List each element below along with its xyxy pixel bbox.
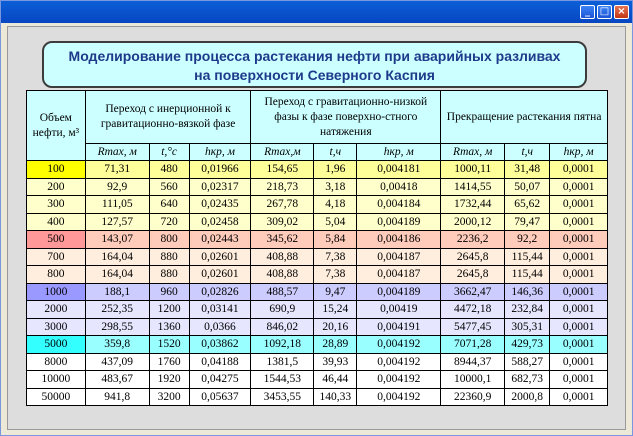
- table-row: [27, 248, 608, 266]
- table-cell: 0,0001: [550, 178, 608, 196]
- subheader-hkr: hкр, м: [550, 144, 608, 161]
- table-cell: 1920: [149, 371, 189, 389]
- table-cell: 8944,37: [441, 353, 505, 371]
- table-row: [27, 266, 608, 284]
- table-cell: 267,78: [251, 196, 314, 214]
- table-cell: 0,004191: [357, 318, 441, 336]
- table-cell: 0,0001: [550, 231, 608, 249]
- page-title: [42, 41, 587, 88]
- table-cell: 5,84: [314, 231, 357, 249]
- table-cell: 1360: [149, 318, 189, 336]
- volume-cell: 800: [27, 266, 86, 284]
- table-cell: 880: [149, 248, 189, 266]
- table-cell: 143,07: [85, 231, 149, 249]
- table-cell: 1000,11: [441, 161, 505, 179]
- subheader-hkr: hкр, м: [357, 144, 441, 161]
- table-cell: 588,27: [505, 353, 550, 371]
- table-row: [27, 231, 608, 249]
- table-cell: 359,8: [85, 336, 149, 354]
- table-cell: 0,004192: [357, 353, 441, 371]
- table-cell: 480: [149, 161, 189, 179]
- volume-cell: 2000: [27, 301, 86, 319]
- table-cell: 0,004192: [357, 371, 441, 389]
- table-cell: 10000,1: [441, 371, 505, 389]
- table-cell: 0,02826: [189, 283, 251, 301]
- table-cell: 4472,18: [441, 301, 505, 319]
- table-cell: 0,004189: [357, 283, 441, 301]
- title-bar: [1, 1, 632, 23]
- table-cell: 154,65: [251, 161, 314, 179]
- table-cell: 1732,44: [441, 196, 505, 214]
- table-cell: 50,07: [505, 178, 550, 196]
- table-cell: 0,004187: [357, 248, 441, 266]
- table-cell: 20,16: [314, 318, 357, 336]
- table-cell: 0,00419: [357, 301, 441, 319]
- subheader-rmax: Rmax,м: [251, 144, 314, 161]
- table-cell: 0,02435: [189, 196, 251, 214]
- table-row: [27, 161, 608, 179]
- table-cell: 79,47: [505, 213, 550, 231]
- table-cell: 1414,55: [441, 178, 505, 196]
- table-cell: 483,67: [85, 371, 149, 389]
- table-cell: 0,004186: [357, 231, 441, 249]
- table-cell: 0,03862: [189, 336, 251, 354]
- table-row: [27, 178, 608, 196]
- close-button[interactable]: ×: [614, 5, 629, 19]
- table-cell: 0,03141: [189, 301, 251, 319]
- volume-cell: 700: [27, 248, 86, 266]
- page-title-line-2: на поверхности Северного Каспия: [194, 67, 435, 83]
- table-cell: 345,62: [251, 231, 314, 249]
- volume-cell: 3000: [27, 318, 86, 336]
- volume-cell: 10000: [27, 371, 86, 389]
- maximize-button[interactable]: □: [597, 5, 612, 19]
- table-cell: 437,09: [85, 353, 149, 371]
- table-row: [27, 301, 608, 319]
- table-cell: 720: [149, 213, 189, 231]
- subheader-time: t,ч: [505, 144, 550, 161]
- subheader-hkr: hкр, м: [189, 144, 251, 161]
- table-cell: 0,0001: [550, 371, 608, 389]
- table-cell: 115,44: [505, 248, 550, 266]
- table-cell: 3,18: [314, 178, 357, 196]
- table-cell: 880: [149, 266, 189, 284]
- header-group-gravitational: Переход с гравитационно-низкой фазы к фазе поверхно-стного натяжения: [251, 91, 441, 144]
- table-cell: 3200: [149, 388, 189, 406]
- table-cell: 127,57: [85, 213, 149, 231]
- table-row: [27, 371, 608, 389]
- table-cell: 309,02: [251, 213, 314, 231]
- table-cell: 0,004184: [357, 196, 441, 214]
- table-cell: 0,0366: [189, 318, 251, 336]
- table-cell: 164,04: [85, 266, 149, 284]
- table-cell: 0,0001: [550, 266, 608, 284]
- table-cell: 0,0001: [550, 248, 608, 266]
- table-cell: 0,04275: [189, 371, 251, 389]
- table-cell: 0,02443: [189, 231, 251, 249]
- volume-cell: 200: [27, 178, 86, 196]
- table-body: [27, 161, 608, 406]
- table-cell: 31,48: [505, 161, 550, 179]
- results-table: [26, 90, 608, 406]
- table-cell: 140,33: [314, 388, 357, 406]
- table-cell: 28,89: [314, 336, 357, 354]
- table-cell: 429,73: [505, 336, 550, 354]
- table-cell: 111,05: [85, 196, 149, 214]
- table-cell: 0,02601: [189, 248, 251, 266]
- subheader-time: t,°c: [149, 144, 189, 161]
- table-cell: 22360,9: [441, 388, 505, 406]
- table-cell: 408,88: [251, 248, 314, 266]
- table-cell: 15,24: [314, 301, 357, 319]
- table-cell: 0,0001: [550, 388, 608, 406]
- volume-cell: 5000: [27, 336, 86, 354]
- table-cell: 0,01966: [189, 161, 251, 179]
- volume-cell: 500: [27, 231, 86, 249]
- table-cell: 0,04188: [189, 353, 251, 371]
- volume-cell: 1000: [27, 283, 86, 301]
- table-cell: 1,96: [314, 161, 357, 179]
- table-cell: 3453,55: [251, 388, 314, 406]
- table-row: [27, 283, 608, 301]
- subheader-rmax: Rmax, м: [85, 144, 149, 161]
- subheader-time: t,ч: [314, 144, 357, 161]
- table-cell: 7071,28: [441, 336, 505, 354]
- table-cell: 0,0001: [550, 283, 608, 301]
- table-cell: 4,18: [314, 196, 357, 214]
- minimize-button[interactable]: _: [580, 5, 595, 19]
- table-cell: 5477,45: [441, 318, 505, 336]
- table-row: [27, 196, 608, 214]
- table-cell: 0,004181: [357, 161, 441, 179]
- table-cell: 65,62: [505, 196, 550, 214]
- table-row: [27, 213, 608, 231]
- table-cell: 2645,8: [441, 248, 505, 266]
- header-group-stop: Прекращение растекания пятна: [441, 91, 608, 144]
- table-row: [27, 388, 608, 406]
- table-cell: 0,004192: [357, 388, 441, 406]
- table-cell: 0,02601: [189, 266, 251, 284]
- table-cell: 0,004189: [357, 213, 441, 231]
- table-cell: 0,0001: [550, 301, 608, 319]
- table-cell: 960: [149, 283, 189, 301]
- table-cell: 0,0001: [550, 196, 608, 214]
- table-cell: 682,73: [505, 371, 550, 389]
- volume-cell: 50000: [27, 388, 86, 406]
- table-cell: 0,02458: [189, 213, 251, 231]
- volume-cell: 400: [27, 213, 86, 231]
- header-volume: Объем нефти, м³: [27, 91, 86, 161]
- window-controls: [580, 5, 629, 19]
- volume-cell: 8000: [27, 353, 86, 371]
- table-cell: 0,02317: [189, 178, 251, 196]
- table-row: [27, 336, 608, 354]
- header-group-inertial: Переход с инерционной к гравитационно-вязкой фазе: [85, 91, 251, 144]
- table-cell: 690,9: [251, 301, 314, 319]
- table-cell: 1092,18: [251, 336, 314, 354]
- table-cell: 146,36: [505, 283, 550, 301]
- table-cell: 5,04: [314, 213, 357, 231]
- table-cell: 0,0001: [550, 318, 608, 336]
- table-cell: 71,31: [85, 161, 149, 179]
- table-cell: 1520: [149, 336, 189, 354]
- table-cell: 2000,8: [505, 388, 550, 406]
- table-cell: 0,0001: [550, 213, 608, 231]
- table-cell: 0,0001: [550, 336, 608, 354]
- table-cell: 560: [149, 178, 189, 196]
- table-cell: 0,004187: [357, 266, 441, 284]
- volume-cell: 300: [27, 196, 86, 214]
- table-cell: 164,04: [85, 248, 149, 266]
- table-cell: 800: [149, 231, 189, 249]
- table-cell: 115,44: [505, 266, 550, 284]
- table-cell: 252,35: [85, 301, 149, 319]
- table-cell: 0,00418: [357, 178, 441, 196]
- table-cell: 92,2: [505, 231, 550, 249]
- table-cell: 488,57: [251, 283, 314, 301]
- table-cell: 2000,12: [441, 213, 505, 231]
- table-cell: 941,8: [85, 388, 149, 406]
- table-cell: 92,9: [85, 178, 149, 196]
- volume-cell: 100: [27, 161, 86, 179]
- table-cell: 39,93: [314, 353, 357, 371]
- table-cell: 7,38: [314, 248, 357, 266]
- table-cell: 0,004192: [357, 336, 441, 354]
- table-cell: 46,44: [314, 371, 357, 389]
- table-cell: 0,0001: [550, 353, 608, 371]
- table-cell: 2236,2: [441, 231, 505, 249]
- table-cell: 1760: [149, 353, 189, 371]
- table-cell: 305,31: [505, 318, 550, 336]
- table-cell: 0,0001: [550, 161, 608, 179]
- table-cell: 188,1: [85, 283, 149, 301]
- page-title-line-1: Моделирование процесса растекания нефти при аварийных разливах: [68, 48, 561, 64]
- table-cell: 298,55: [85, 318, 149, 336]
- subheader-rmax: Rmax, м: [441, 144, 505, 161]
- table-cell: 3662,47: [441, 283, 505, 301]
- table-cell: 1200: [149, 301, 189, 319]
- table-cell: 1381,5: [251, 353, 314, 371]
- table-cell: 7,38: [314, 266, 357, 284]
- table-cell: 1544,53: [251, 371, 314, 389]
- table-row: [27, 318, 608, 336]
- table-cell: 846,02: [251, 318, 314, 336]
- table-cell: 232,84: [505, 301, 550, 319]
- table-cell: 640: [149, 196, 189, 214]
- table-cell: 0,05637: [189, 388, 251, 406]
- table-row: [27, 353, 608, 371]
- table-cell: 2645,8: [441, 266, 505, 284]
- table-cell: 9,47: [314, 283, 357, 301]
- table-cell: 408,88: [251, 266, 314, 284]
- table-cell: 218,73: [251, 178, 314, 196]
